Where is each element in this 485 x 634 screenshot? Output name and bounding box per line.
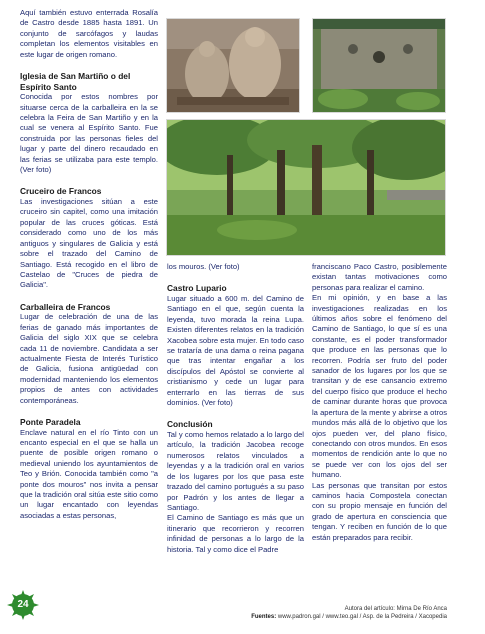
column-3: [312, 262, 447, 543]
paragraph-carballeira: Lugar de celebración de una de las ferias de ganado más importantes de Galicia del siglo XIX que se celebra cada 11 de noviembre. Candidata a ser actualmente Fiesta de Interés Turístico de Galicia, fusiona antigüedad con modernidad manteniendo los elementos propios de antes con actividades contemporáneas.: [20, 312, 158, 405]
paragraph-3-1: franciscano Paco Castro, posiblemente existan tantas motivaciones como personas para realizar el camino.: [312, 262, 447, 292]
paragraph-castro: Lugar situado a 600 m. del Camino de Santiago en el que, según cuenta la leyenda, tuvo morada la reina Lupa. Existen diferentes relatos en la tradición Xacobea sobre esta mujer. En todo caso se trataría de una dama o reina pagana que tras intentar engañar a los discípulos del Apóstol se convierte al cristianismo y cede un lugar para enterrarlo en las tierras de sus dominios. (Ver foto): [167, 294, 304, 408]
page-edge: [478, 0, 485, 634]
forest-carballeira-photo: [166, 119, 446, 256]
paragraph-conclusion-2: El Camino de Santiago es más que un itinerario que recorrieron y recorren infinidad de personas a lo largo de la historia. Tal y como dice el Padre: [167, 513, 304, 554]
paragraph-continuation: los mouros. (Ver foto): [167, 262, 240, 271]
page-number-badge: [12, 594, 34, 616]
stone-fountain-photo: [312, 18, 446, 113]
paragraph-cruceiro: Las investigaciones sitúan a este cruceiro sin capitel, como una imitación popular de las cruces góticas. Está considerado como uno de los más antiguos y singulares de Galicia y está sobre el trazado del Camino de Santiago. Está recogido en el libro de Castelao de "Cruces de piedra de Galicia".: [20, 197, 158, 290]
paragraph-3-3: Las personas que transitan por estos caminos hacia Compostela conectan con su propio mensaje en función del grado de apertura en consciencia que tengan. Y reciben en función de lo que están preparados para recibir.: [312, 480, 447, 542]
heading-iglesia: Iglesia de San Martiño o del Espírito Santo: [20, 71, 131, 92]
author-line: Autora del artículo: Mirna De Río Anca: [344, 606, 447, 612]
heading-castro: Castro Lupario: [167, 283, 227, 294]
column-1: [20, 8, 158, 521]
heading-ponte: Ponte Paradela: [20, 416, 81, 427]
paragraph-conclusion-1: Tal y como hemos relatado a lo largo del artículo, la tradición Jacobea recoge numerosos relatos vinculados a leyendas y a la tradición oral en varios de los lugares por los que pasa este trazado del camino portugués a su paso por Padrón y los antes de llegar a Santiago.: [167, 430, 304, 512]
column-2: [167, 262, 304, 555]
heading-carballeira: Carballeira de Francos: [20, 301, 111, 312]
paragraph-iglesia: Conocida por estos nombres por situarse cerca de la carballeira en la se celebra la Feira de San Martiño y en la cual se venera al Espírito Santo. Fue construida por las personas fieles del lugar y parte del dinero recaudado en las ferias se utilizaba para este templo. (Ver foto): [20, 92, 158, 175]
paragraph-ponte: Enclave natural en el río Tinto con un encanto especial en el que se halla un puente de posible origen romano o medieval uniendo los ayuntamientos de Teo y Brión. Conocida también como "a ponte dos mouros" nos invita a pensar que la tradición oral sitúa este sitio como un lugar encantado con leyendas asociadas a estas personas,: [20, 427, 158, 520]
stone-sculpture-photo: [166, 18, 300, 113]
intro-paragraph: Aquí también estuvo enterrada Rosalía de Castro desde 1885 hasta 1891. Un conjunto de sarcófagos y laudas completan los elementos visitables en este lugar de origen romano.: [20, 8, 158, 59]
sources-line: [187, 613, 447, 621]
footer-credits: [187, 605, 447, 621]
heading-cruceiro: Cruceiro de Francos: [20, 186, 102, 197]
heading-conclusion: Conclusión: [167, 419, 213, 430]
page-number: 24: [17, 599, 29, 610]
sources-label: Fuentes:: [251, 614, 277, 620]
paragraph-3-2: En mi opinión, y en base a las investigaciones realizadas en los últimos años sobre el fenómeno del Camino de Santiago, lo que sí es una constante, es el poder transformador que produce en las personas que lo recorren. Podría ser fruto del poder sanador de los lugares por los que se transitan y de ese cansancio extremo del cuerpo físico que produce el hecho de caminar durante horas que provoca la apertura de la mente y abrirse a otros mundos más allá de lo objetivo que los ojos pueden ver, del plano físico, conectando con otros mundos. En esos momentos de rendición ante lo que no se puede ver con los ojos del ser humano.: [312, 293, 447, 480]
sources-text: www.padron.gal / www.teo.gal / Asp. de la Pedreira / Xacopedia: [277, 614, 447, 620]
